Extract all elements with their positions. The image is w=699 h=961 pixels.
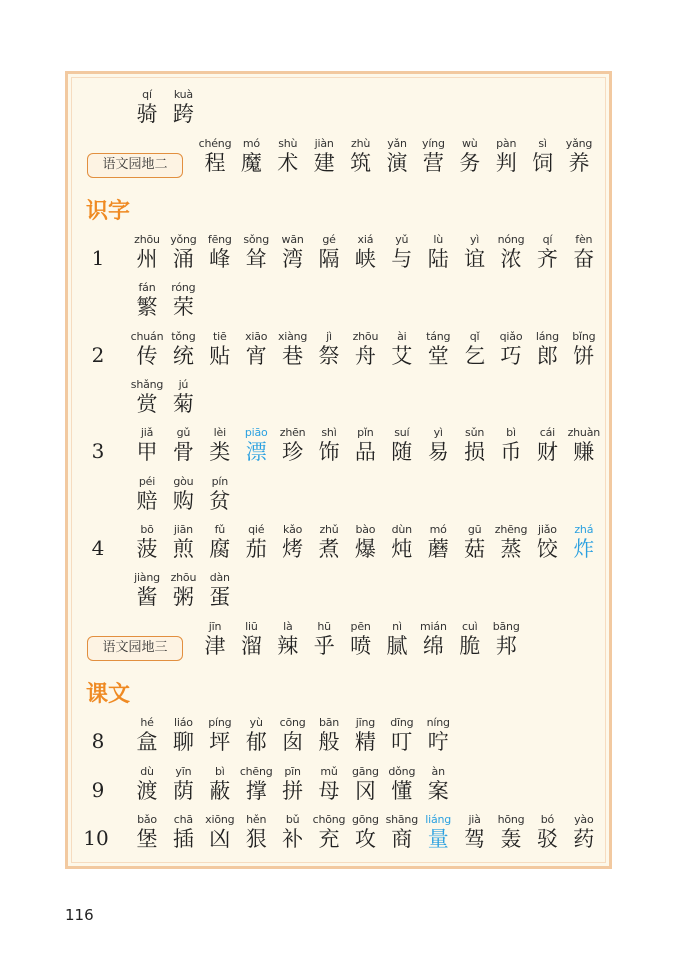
pinyin: bì: [506, 426, 516, 439]
hanzi: 峰: [209, 247, 231, 271]
hanzi: 粥: [172, 585, 194, 609]
pinyin: liáo: [173, 716, 193, 729]
pinyin: jià: [468, 813, 481, 826]
character-item: [565, 330, 603, 374]
hanzi: 巧: [500, 344, 522, 368]
pinyin: lù: [433, 233, 443, 246]
pinyin: xiāo: [245, 330, 268, 343]
section-title-shizi: 识字: [86, 199, 131, 224]
pinyin: qí: [142, 88, 152, 101]
hanzi: 魔: [240, 151, 262, 175]
lesson-number: 3: [91, 439, 105, 463]
pinyin: qié: [248, 523, 265, 536]
character-item: [164, 281, 202, 325]
hanzi: 菠: [136, 537, 158, 561]
hanzi: 跨: [172, 102, 194, 126]
hanzi: 赏: [136, 392, 158, 416]
pinyin: shāng: [385, 813, 418, 826]
hanzi: 隔: [318, 247, 340, 271]
pinyin: jiǎ: [140, 426, 154, 439]
character-item: [560, 137, 598, 181]
hanzi: 贫: [209, 489, 231, 513]
hanzi: 撑: [245, 779, 267, 803]
pinyin: mó: [242, 137, 260, 150]
pinyin: pīn: [284, 765, 301, 778]
pinyin: yíng: [422, 137, 445, 150]
hanzi: 补: [282, 827, 304, 851]
hanzi: 珍: [282, 440, 304, 464]
pinyin: hū: [317, 620, 331, 633]
pinyin: pǐn: [357, 426, 374, 439]
hanzi: 菇: [464, 537, 486, 561]
pinyin: suí: [394, 426, 410, 439]
pinyin: yǔ: [395, 233, 409, 246]
hanzi: 母: [318, 779, 340, 803]
hanzi: 充: [318, 827, 340, 851]
pinyin: wān: [281, 233, 304, 246]
character-item: [565, 813, 603, 857]
hanzi: 务: [459, 151, 481, 175]
pinyin: láng: [535, 330, 559, 343]
lesson-number: 9: [91, 778, 105, 802]
pinyin: bān: [318, 716, 340, 729]
hanzi: 州: [136, 247, 158, 271]
pinyin: qǐ: [469, 330, 480, 343]
lesson-number: 1: [91, 246, 105, 270]
character-item: [565, 426, 603, 470]
lesson-number: 4: [91, 536, 105, 560]
hanzi: 囱: [282, 730, 304, 754]
pinyin: jú: [178, 378, 189, 391]
pinyin: pín: [211, 475, 228, 488]
hanzi: 甲: [136, 440, 158, 464]
hanzi: 巷: [282, 344, 304, 368]
hanzi: 骨: [172, 440, 194, 464]
lesson-number: 10: [83, 826, 109, 850]
character-item: [487, 620, 525, 664]
hanzi: 筑: [350, 151, 372, 175]
hanzi: 狠: [245, 827, 267, 851]
pinyin: shǎng: [130, 378, 164, 391]
hanzi: 繁: [136, 295, 158, 319]
pinyin: zhēn: [279, 426, 306, 439]
hanzi: 爆: [354, 537, 376, 561]
hanzi: 陆: [427, 247, 449, 271]
hanzi: 荫: [172, 779, 194, 803]
pinyin: yīn: [175, 765, 192, 778]
pinyin: gōng: [351, 813, 379, 826]
hanzi: 养: [568, 151, 590, 175]
character-item: [164, 378, 202, 422]
pinyin: tǒng: [171, 330, 196, 343]
hanzi: 饲: [532, 151, 554, 175]
pinyin: yǎng: [565, 137, 593, 150]
hanzi: 易: [427, 440, 449, 464]
hanzi: 凶: [209, 827, 231, 851]
pinyin: zhǔ: [319, 523, 339, 536]
pinyin: hěn: [246, 813, 267, 826]
section-title-kewen: 课文: [86, 682, 131, 707]
pinyin: jiān: [173, 523, 193, 536]
pinyin: zhōu: [352, 330, 379, 343]
hanzi: 建: [313, 151, 335, 175]
hanzi: 蛋: [209, 585, 231, 609]
hanzi: 辣: [277, 634, 299, 658]
pinyin: dù: [140, 765, 154, 778]
pinyin: jiàn: [314, 137, 334, 150]
pinyin: gāng: [351, 765, 379, 778]
hanzi: 拼: [282, 779, 304, 803]
pinyin: bǎo: [137, 813, 157, 826]
pinyin: bào: [355, 523, 376, 536]
pinyin: liū: [245, 620, 258, 633]
pinyin: dīng: [390, 716, 414, 729]
pinyin: chōng: [312, 813, 346, 826]
pinyin: jì: [326, 330, 332, 343]
pinyin: yì: [433, 426, 443, 439]
hanzi: 插: [172, 827, 194, 851]
pinyin: mó: [429, 523, 447, 536]
hanzi: 菊: [172, 392, 194, 416]
hanzi: 赚: [573, 440, 595, 464]
pinyin: gǔ: [176, 426, 191, 439]
hanzi: 懂: [391, 779, 413, 803]
pinyin: nì: [392, 620, 402, 633]
hanzi: 郎: [536, 344, 558, 368]
pinyin: xiōng: [205, 813, 235, 826]
pinyin: sǒng: [243, 233, 269, 246]
pinyin: táng: [426, 330, 451, 343]
pinyin: kuà: [173, 88, 193, 101]
hanzi: 耸: [245, 247, 267, 271]
pinyin: róng: [171, 281, 196, 294]
hanzi: 咛: [427, 730, 449, 754]
pinyin: bǐng: [572, 330, 596, 343]
hanzi: 演: [386, 151, 408, 175]
pinyin: pàn: [496, 137, 517, 150]
pinyin: là: [283, 620, 293, 633]
pinyin: shù: [278, 137, 298, 150]
hanzi: 盒: [136, 730, 158, 754]
pinyin: dùn: [391, 523, 412, 536]
hanzi: 轰: [500, 827, 522, 851]
pinyin: cuì: [462, 620, 478, 633]
hanzi: 冈: [354, 779, 376, 803]
hanzi: 奋: [573, 247, 595, 271]
hanzi: 般: [318, 730, 340, 754]
hanzi: 乞: [464, 344, 486, 368]
hanzi: 津: [204, 634, 226, 658]
hanzi: 湾: [282, 247, 304, 271]
pinyin: hōng: [497, 813, 525, 826]
hanzi: 炖: [391, 537, 413, 561]
pinyin: gòu: [173, 475, 194, 488]
pinyin: jiàng: [134, 571, 160, 584]
hanzi: 脆: [459, 634, 481, 658]
hanzi: 腻: [386, 634, 408, 658]
pinyin: zhù: [351, 137, 371, 150]
pinyin: píng: [208, 716, 232, 729]
pinyin: tiē: [213, 330, 227, 343]
hanzi: 渡: [136, 779, 158, 803]
pinyin: shì: [321, 426, 337, 439]
pinyin: dàn: [209, 571, 230, 584]
pinyin: péi: [138, 475, 156, 488]
pinyin: lèi: [213, 426, 226, 439]
hanzi: 叮: [391, 730, 413, 754]
hanzi: 漂: [245, 440, 267, 464]
pinyin: wù: [462, 137, 478, 150]
hanzi: 煮: [318, 537, 340, 561]
hanzi: 艾: [391, 344, 413, 368]
hanzi: 炸: [573, 537, 595, 561]
pinyin: piāo: [244, 426, 268, 439]
hanzi: 购: [172, 489, 194, 513]
hanzi: 案: [427, 779, 449, 803]
hanzi: 营: [422, 151, 444, 175]
pinyin: bāng: [492, 620, 520, 633]
section-tag-yuandi3: 语文园地三: [87, 636, 183, 661]
character-item: [565, 233, 603, 277]
character-item: [565, 523, 603, 567]
hanzi: 贴: [209, 344, 231, 368]
hanzi: 蘑: [427, 537, 449, 561]
pinyin: fán: [138, 281, 156, 294]
hanzi: 蒸: [500, 537, 522, 561]
hanzi: 精: [354, 730, 376, 754]
hanzi: 浓: [500, 247, 522, 271]
pinyin: cái: [539, 426, 556, 439]
pinyin: nóng: [497, 233, 525, 246]
hanzi: 品: [354, 440, 376, 464]
hanzi: 骑: [136, 102, 158, 126]
hanzi: 荣: [172, 295, 194, 319]
pinyin: sǔn: [465, 426, 485, 439]
lesson-number: 2: [91, 343, 105, 367]
pinyin: chuán: [130, 330, 164, 343]
pinyin: zhuàn: [567, 426, 601, 439]
pinyin: mǔ: [320, 765, 338, 778]
hanzi: 赔: [136, 489, 158, 513]
pinyin: jīng: [355, 716, 376, 729]
pinyin: bì: [214, 765, 225, 778]
character-item: [419, 716, 457, 760]
pinyin: sì: [538, 137, 547, 150]
hanzi: 类: [209, 440, 231, 464]
pinyin: chā: [173, 813, 193, 826]
hanzi: 溜: [240, 634, 262, 658]
hanzi: 商: [391, 827, 413, 851]
pinyin: pēn: [350, 620, 371, 633]
pinyin: chēng: [239, 765, 273, 778]
pinyin: fèn: [575, 233, 593, 246]
pinyin: mián: [420, 620, 447, 633]
hanzi: 喷: [350, 634, 372, 658]
pinyin: zhá: [574, 523, 594, 536]
hanzi: 驳: [536, 827, 558, 851]
hanzi: 坪: [209, 730, 231, 754]
hanzi: 齐: [536, 247, 558, 271]
pinyin: yào: [574, 813, 594, 826]
hanzi: 堡: [136, 827, 158, 851]
hanzi: 郁: [245, 730, 267, 754]
hanzi: 堂: [427, 344, 449, 368]
hanzi: 绵: [422, 634, 444, 658]
hanzi: 蔽: [209, 779, 231, 803]
pinyin: xiàng: [277, 330, 308, 343]
pinyin: àn: [431, 765, 445, 778]
hanzi: 祭: [318, 344, 340, 368]
hanzi: 攻: [354, 827, 376, 851]
pinyin: zhōu: [170, 571, 197, 584]
pinyin: fǔ: [214, 523, 226, 536]
pinyin: bō: [140, 523, 154, 536]
pinyin: yì: [470, 233, 480, 246]
pinyin: cōng: [279, 716, 306, 729]
hanzi: 财: [536, 440, 558, 464]
page-number: 116: [65, 906, 94, 924]
pinyin: dǒng: [388, 765, 416, 778]
hanzi: 损: [464, 440, 486, 464]
hanzi: 乎: [313, 634, 335, 658]
pinyin: qí: [542, 233, 553, 246]
hanzi: 药: [573, 827, 595, 851]
section-tag-yuandi2: 语文园地二: [87, 153, 183, 178]
pinyin: gé: [322, 233, 336, 246]
pinyin: jiǎo: [537, 523, 557, 536]
pinyin: jīn: [208, 620, 222, 633]
pinyin: yǒng: [170, 233, 197, 246]
character-item: [419, 765, 457, 809]
hanzi: 酱: [136, 585, 158, 609]
pinyin: níng: [426, 716, 450, 729]
pinyin: yǎn: [387, 137, 407, 150]
pinyin: bó: [540, 813, 555, 826]
hanzi: 与: [391, 247, 413, 271]
hanzi: 聊: [172, 730, 194, 754]
pinyin: zhēng: [494, 523, 528, 536]
hanzi: 量: [427, 827, 449, 851]
pinyin: liáng: [425, 813, 452, 826]
pinyin: chéng: [198, 137, 232, 150]
pinyin: bǔ: [285, 813, 300, 826]
hanzi: 涌: [172, 247, 194, 271]
hanzi: 统: [172, 344, 194, 368]
pinyin: ài: [397, 330, 407, 343]
hanzi: 煎: [172, 537, 194, 561]
pinyin: hé: [140, 716, 154, 729]
hanzi: 舟: [354, 344, 376, 368]
lesson-number: 8: [91, 729, 105, 753]
hanzi: 驾: [464, 827, 486, 851]
hanzi: 术: [277, 151, 299, 175]
hanzi: 币: [500, 440, 522, 464]
pinyin: yù: [249, 716, 263, 729]
hanzi: 程: [204, 151, 226, 175]
pinyin: kǎo: [282, 523, 303, 536]
hanzi: 饰: [318, 440, 340, 464]
hanzi: 宵: [245, 344, 267, 368]
hanzi: 腐: [209, 537, 231, 561]
character-item: [201, 475, 239, 519]
hanzi: 传: [136, 344, 158, 368]
pinyin: fēng: [207, 233, 232, 246]
hanzi: 峡: [354, 247, 376, 271]
hanzi: 谊: [464, 247, 486, 271]
hanzi: 饼: [573, 344, 595, 368]
character-item: [201, 571, 239, 615]
hanzi: 饺: [536, 537, 558, 561]
hanzi: 茄: [245, 537, 267, 561]
hanzi: 随: [391, 440, 413, 464]
hanzi: 邦: [495, 634, 517, 658]
pinyin: qiǎo: [499, 330, 523, 343]
hanzi: 判: [495, 151, 517, 175]
hanzi: 烤: [282, 537, 304, 561]
character-item: [164, 88, 202, 132]
pinyin: gū: [467, 523, 482, 536]
pinyin: zhōu: [134, 233, 160, 246]
pinyin: xiá: [357, 233, 374, 246]
